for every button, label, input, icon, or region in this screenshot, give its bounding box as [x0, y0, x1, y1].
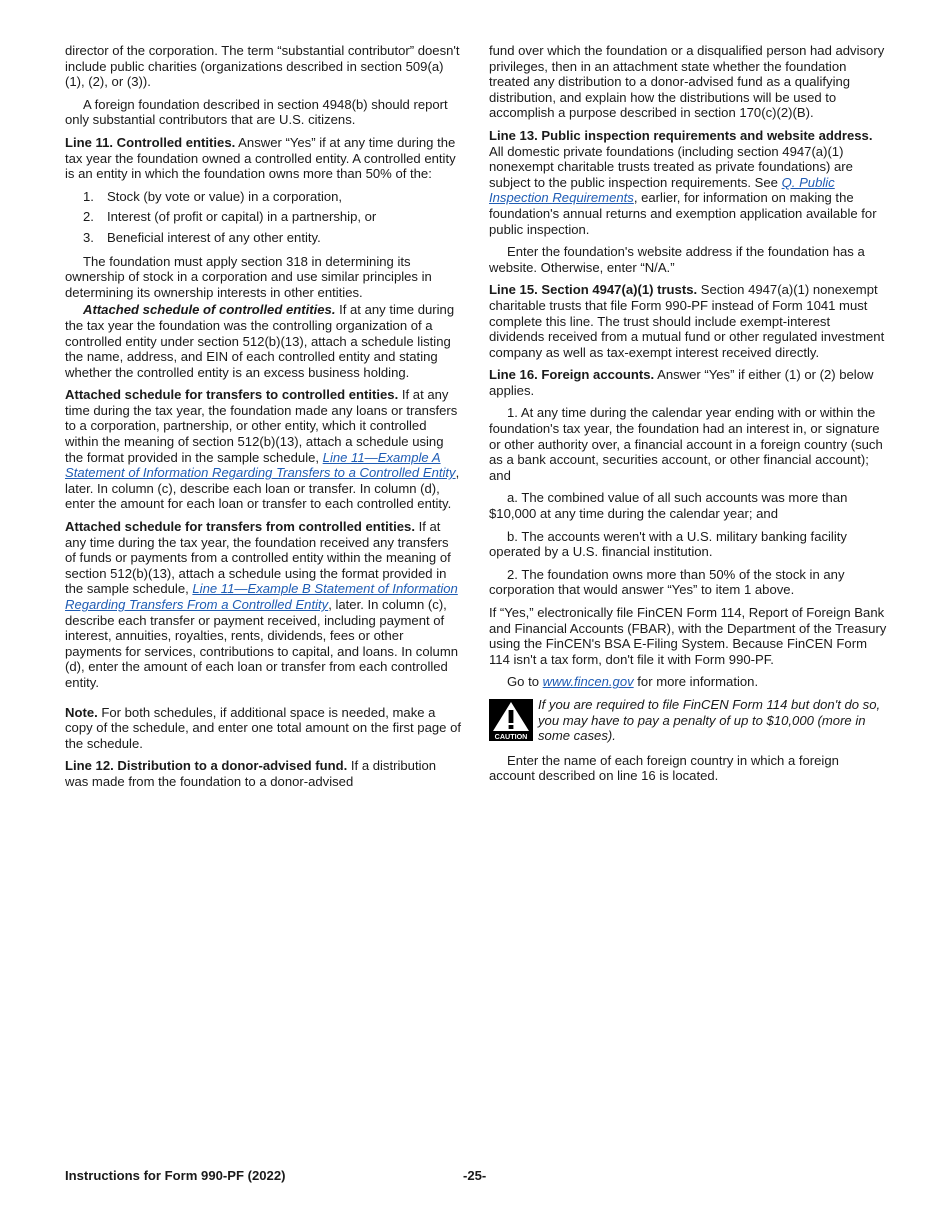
caution-icon [489, 699, 533, 741]
line12-section: Line 12. Distribution to a donor-advised fund. If a distribution was made from the foundation to a donor-advised [65, 758, 437, 789]
line12-heading: Line 12. Distribution to a donor-advised fund. [65, 758, 348, 774]
line16-section: Line 16. Foreign accounts. Answer “Yes” if either (1) or (2) below applies. [489, 367, 874, 398]
paragraph-continuation: fund over which the foundation or a disqualified person had advisory privileges, then in an attachment state whether the foundation treated any distribution to a donor-advised fund as a qualifying distribution, and explain how the distributions will be used to accomplish a purpose described in section 170(c)(2)(B). [489, 43, 885, 121]
attached-controlled-heading: Attached schedule of controlled entities. [83, 302, 336, 318]
attached-controlled-section: Attached schedule of controlled entities. If at any time during the tax year the foundation was the controlling organization of a controlled entity under section 512(b)(13), attach a schedule listing the name, address, and EIN of each controlled entity and stating whether the controlled entity is an excess business holding. [65, 302, 455, 380]
public-inspection-link[interactable]: Q. Public Inspection Requirements [489, 174, 835, 206]
paragraph-intro: director of the corporation. The term “substantial contributor” doesn't include public charities (organizations described in section 509(a)(1), (2), or (3)). [65, 43, 460, 90]
line11-text: Answer “Yes” if at any time during the tax year the foundation owned a controlled entity. A controlled entity is an entity in which the foundation owns more than 50% of the: [65, 134, 456, 182]
caution-box [489, 697, 887, 744]
example-b-link[interactable]: Line 11—Example B Statement of Information Regarding Transfers From a Controlled Entity [65, 581, 458, 612]
footer-page-number: -25- [463, 1168, 487, 1183]
attached-from-heading: Attached schedule for transfers from controlled entities. [65, 519, 415, 535]
example-a-link[interactable]: Line 11—Example A Statement of Information Regarding Transfers to a Controlled Entity [65, 449, 456, 481]
line16-heading: Line 16. Foreign accounts. [489, 367, 655, 383]
paragraph-website: Enter the foundation's website address if the foundation has a website. Otherwise, enter “N/A.” [489, 244, 865, 275]
line13-heading: Line 13. Public inspection requirements and website address. [489, 127, 873, 143]
paragraph-section-318: The foundation must apply section 318 in determining its ownership of stock in a corporation and use similar principles in determining its ownership interests in other entities. [65, 253, 432, 300]
line15-heading: Line 15. Section 4947(a)(1) trusts. [489, 282, 698, 298]
fincen-link[interactable]: www.fincen.gov [542, 674, 634, 690]
left-column [65, 43, 461, 797]
right-column [489, 43, 887, 791]
attached-to-heading: Attached schedule for transfers to controlled entities. [65, 387, 399, 403]
line13-section: Line 13. Public inspection requirements and website address. All domestic private foundations (including section 4947(a)(1) nonexempt charitable trusts treated as private foundations) are subject to the public inspection requirements. See Q. Public Inspection Requirements, earlier, for information on making the foundation's annual returns and exemption application available for public inspection. [489, 127, 877, 237]
note-heading: Note. [65, 704, 98, 720]
list-item: 2. Interest (of profit or capital) in a partnership, or [83, 209, 377, 225]
paragraph-goto: Go to www.fincen.gov for more information. [507, 674, 759, 690]
note-section: Note. For both schedules, if additional space is needed, make a copy of the schedule, and enter one total amount on the first page of the schedule. [65, 704, 461, 751]
paragraph-fincen: If “Yes,” electronically file FinCEN Form 114, Report of Foreign Bank and Financial Accounts (FBAR), with the Department of the Treasury using the FinCEN's BSA E-Filing System. Because FinCEN Form 114 isn't a tax form, don't file it with Form 990-PF. [489, 605, 887, 667]
paragraph-foreign-foundation: A foreign foundation described in section 4948(b) should report only substantial contributors that are U.S. citizens. [65, 96, 448, 128]
line11-heading: Line 11. Controlled entities. [65, 134, 236, 150]
attached-from-section: Attached schedule for transfers from controlled entities. If at any time during the tax year, the foundation received any transfers of funds or payments from a controlled entity within the meaning of section 512(b)(13), attach a schedule using the format provided in the sample schedule, Line 11—Example B Statement of Information Regarding Transfers From a Controlled Entity, later. In column (c), describe each transfer or payment received, including payment of interest, annuities, royalties, rents, dividends, fees or other payments for services, contributions to capital, and loans. In column (d), enter the amount of each loan or transfer from each controlled entity. [65, 519, 459, 690]
list-item: 1. Stock (by vote or value) in a corporation, [83, 188, 343, 204]
attached-to-section: Attached schedule for transfers to controlled entities. If at any time during the tax year, the foundation made any loans or transfers to a corporation, partnership, or other entity, which it controlled within the meaning of section 512(b)(13), attach a schedule using the format provided in the sample schedule, Line 11—Example A Statement of Information Regarding Transfers to a Controlled Entity, later. In column (c), describe each loan or transfer. In column (d), enter the amount for each loan or transfer to each controlled entity. [65, 387, 460, 512]
line16-item-a: a. The combined value of all such accounts was more than $10,000 at any time during the calendar year; and [489, 490, 848, 522]
line11-list [65, 189, 461, 246]
paragraph-foreign-country: Enter the name of each foreign country in which a foreign account described on line 16 is located. [489, 752, 839, 784]
list-item: 3. Beneficial interest of any other entity. [83, 229, 321, 245]
line16-item-1: 1. At any time during the calendar year ending with or within the foundation's tax year, the foundation had an interest in, or signature or other authority over, a financial account in a foreign country (such as a bank account, securities account, or other financial account); and [489, 405, 883, 483]
footer-form-title: Instructions for Form 990-PF (2022) [65, 1168, 286, 1183]
line15-section: Line 15. Section 4947(a)(1) trusts. Section 4947(a)(1) nonexempt charitable trusts that file Form 990-PF instead of Form 1041 must complete this line. The trust should include exempt-interest dividends received from a mutual fund or other regulated investment company as well as tax-exempt interest received directly. [489, 282, 885, 360]
caution-label: CAUTION [494, 731, 528, 741]
line16-item-2: 2. The foundation owns more than 50% of the stock in any corporation that would answer “Yes” to item 1 above. [489, 566, 845, 598]
line11-section [65, 135, 461, 182]
caution-text: If you are required to file FinCEN Form 114 but don't do so, you may have to pay a penalty of up to $10,000 (more in some cases). [538, 696, 881, 744]
line16-item-b: b. The accounts weren't with a U.S. military banking facility operated by a U.S. financial institution. [489, 528, 847, 560]
